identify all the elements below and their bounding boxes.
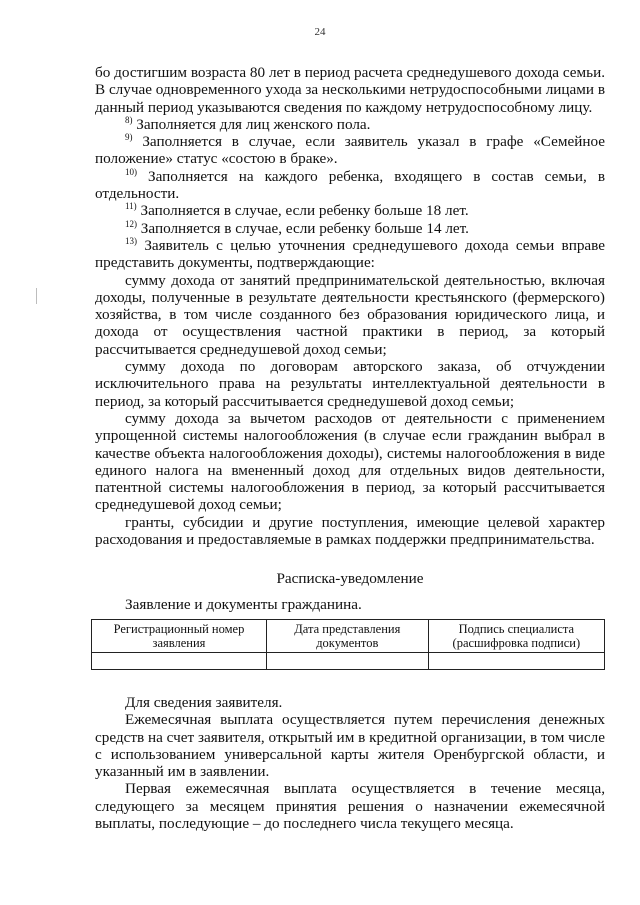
applicant-info-heading: Для сведения заявителя. <box>125 693 283 711</box>
footnote-13: $^{13)}$ Заявитель с целью уточнения среднедушевого дохода семьи вправе представить документы, подтверждающие: <box>95 235 605 272</box>
document-body <box>95 64 605 832</box>
footnote-12: $^{12)}$ Заполняется в случае, если ребенку больше 14 лет. <box>125 218 469 237</box>
list-item-tax-system-income: сумму дохода за вычетом расходов от деятельности с применением упрощенной системы налогообложения (в случае если гражданин выбрал в качестве объекта налогообложения доходы), системы налогообложения в виде единого налога на вмененный доход для отдельных видов деятельности, патентной системы налогообложения в период, за который рассчитывается среднедушевой доход семьи; <box>95 409 605 514</box>
cell-submission-date <box>266 652 428 669</box>
footnote-number: 9) <box>125 132 133 143</box>
footnote-number: 12) <box>125 218 137 229</box>
header-registration-number: Регистрационный номер заявления <box>92 619 267 652</box>
receipt-empty-row <box>92 652 605 669</box>
paragraph-continuation: бо достигшим возраста 80 лет в период расчета среднедушевого дохода семьи. В случае одновременного ухода за несколькими нетрудоспособными лицами в данный период указываются сведения по каждому нетрудоспособному лицу. <box>95 64 605 116</box>
applicant-info-payment-timing: Первая ежемесячная выплата осуществляется в течение месяца, следующего за месяцем принятия решения о назначении ежемесячной выплаты, последующие – до последнего числа текущего месяца. <box>95 780 605 832</box>
cell-specialist-signature <box>428 652 604 669</box>
list-item-grants: гранты, субсидии и другие поступления, имеющие целевой характер расходования и предоставляемые в рамках поддержки предпринимательства. <box>95 513 605 549</box>
footnote-10: $^{10)}$ Заполняется на каждого ребенка, входящего в состав семьи, в отдельности. <box>95 166 605 203</box>
applicant-info-payment-method: Ежемесячная выплата осуществляется путем перечисления денежных средств на счет заявителя, открытый им в кредитной организации, в том числе с использованием универсальной карты жителя Оренбургской области, и указанный им в заявлении. <box>95 711 605 781</box>
footnote-number: 10) <box>125 166 137 177</box>
footnote-8: $^{8)}$ Заполняется для лиц женского пола. <box>125 114 371 133</box>
receipt-subtitle: Заявление и документы гражданина. <box>125 595 362 613</box>
cell-registration-number <box>92 652 267 669</box>
footnote-11: $^{11)}$ Заполняется в случае, если ребенку больше 18 лет. <box>125 201 469 220</box>
list-item-business-income: сумму дохода от занятий предпринимательской деятельностью, включая доходы, полученные в результате деятельности крестьянского (фермерского) хозяйства, в том числе созданного без образования юридического лица, и дохода от осуществления частной практики в период, за который рассчитывается среднедушевой доход семьи; <box>95 271 605 358</box>
footnote-9: $^{9)}$ Заполняется в случае, если заявитель указал в графе «Семейное положение» статус «состою в браке». <box>95 132 605 168</box>
footnote-number: 8) <box>125 114 133 125</box>
footnote-number: 13) <box>125 235 137 246</box>
scan-margin-mark <box>36 288 37 304</box>
header-submission-date: Дата представления документов <box>266 619 428 652</box>
footnote-number: 11) <box>125 201 137 212</box>
list-item-copyright-income: сумму дохода по договорам авторского заказа, об отчуждении исключительного права на результаты интеллектуальной деятельности в период, за который рассчитывается среднедушевой доход семьи; <box>95 358 605 410</box>
receipt-table <box>91 619 605 670</box>
receipt-header-row <box>92 619 605 652</box>
receipt-title: Расписка-уведомление <box>276 570 424 588</box>
header-specialist-signature: Подпись специалиста (расшифровка подписи) <box>428 619 604 652</box>
page-number: 24 <box>314 26 326 38</box>
